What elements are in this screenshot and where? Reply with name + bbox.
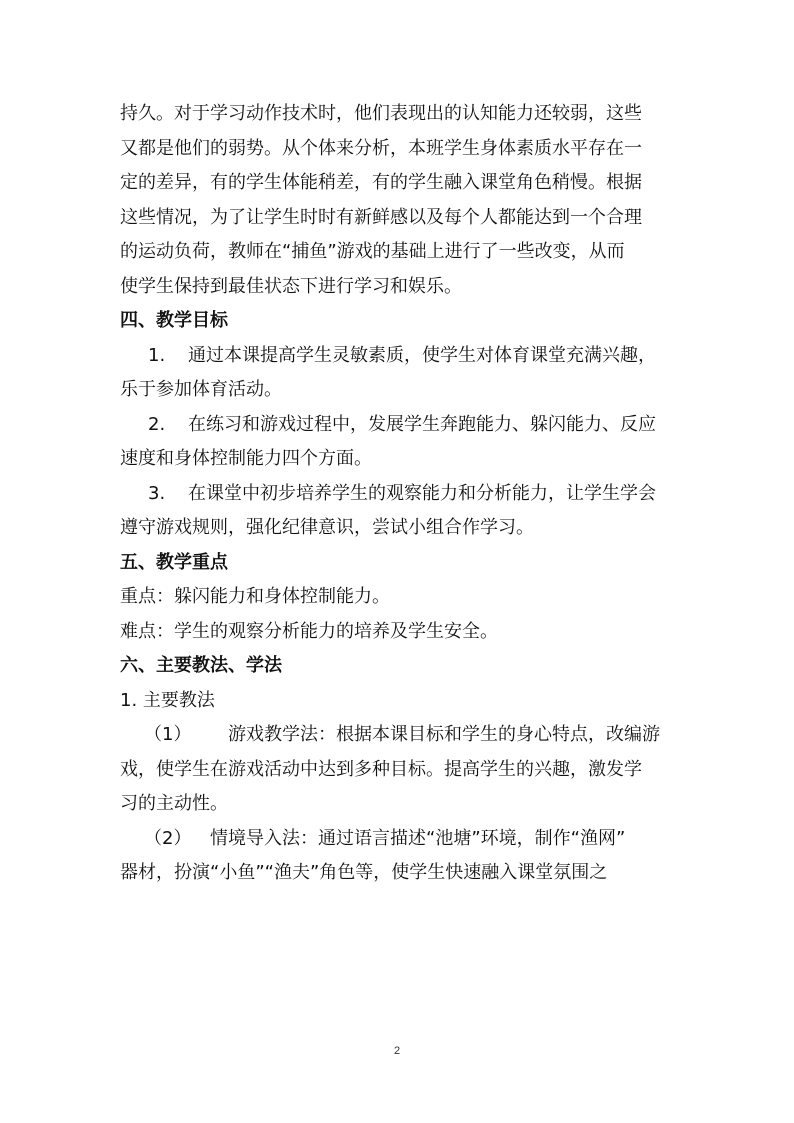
difficulty-text: 难点：学生的观察分析能力的培养及学生安全。 <box>120 620 498 642</box>
goal-1-line-1 <box>120 339 680 374</box>
intro-line-5: 的运动负荷，教师在“捕鱼”游戏的基础上进行了一些改变，从而 <box>120 241 625 262</box>
intro-line-4: 这些情况，为了让学生时时有新鲜感以及每个人都能达到一个合理 <box>120 206 642 228</box>
sub-heading-teaching-methods: 1. 主要教法 <box>120 689 215 711</box>
method-1-line-3: 习的主动性。 <box>120 793 228 814</box>
goal-text: 在练习和游戏过程中，发展学生奔跑能力、躲闪能力、反应 <box>188 413 656 435</box>
goal-number: 2. <box>148 413 166 435</box>
method-number: （1） <box>144 724 192 745</box>
goal-1-line-2: 乐于参加体育活动。 <box>120 379 282 400</box>
section-heading-methods: 六、主要教法、学法 <box>120 655 282 676</box>
goal-number: 1. <box>148 344 166 366</box>
method-number: （2） <box>144 827 192 849</box>
intro-line-2: 又都是他们的弱势。从个体来分析，本班学生身体素质水平存在一 <box>120 137 642 159</box>
intro-line-6: 使学生保持到最佳状态下进行学习和娱乐。 <box>120 275 462 297</box>
method-1-line-2: 戏，使学生在游戏活动中达到多种目标。提高学生的兴趣，激发学 <box>120 758 642 780</box>
section-heading-teaching-goals: 四、教学目标 <box>120 310 228 331</box>
goal-2-line-2: 速度和身体控制能力四个方面。 <box>120 448 372 469</box>
goal-2-line-1 <box>120 408 680 443</box>
goal-text: 通过本课提高学生灵敏素质，使学生对体育课堂充满兴趣， <box>188 344 656 366</box>
method-text: 游戏教学法：根据本课目标和学生的身心特点，改编游 <box>228 724 660 745</box>
intro-line-1: 持久。对于学习动作技术时，他们表现出的认知能力还较弱，这些 <box>120 103 642 124</box>
intro-line-3: 定的差异，有的学生体能稍差，有的学生融入课堂角色稍慢。根据 <box>120 172 642 193</box>
document-body <box>120 97 680 891</box>
key-point-text: 重点：躲闪能力和身体控制能力。 <box>120 586 390 607</box>
method-text: 情境导入法：通过语言描述“池塘”环境，制作“渔网” <box>210 827 626 849</box>
method-2-line-2: 器材，扮演“小鱼”“渔夫”角色等，使学生快速融入课堂氛围之 <box>120 862 608 883</box>
goal-3-line-2: 遵守游戏规则，强化纪律意识，尝试小组合作学习。 <box>120 517 534 538</box>
goal-3-line-1 <box>120 477 680 512</box>
goal-number: 3. <box>148 482 166 504</box>
goal-text: 在课堂中初步培养学生的观察能力和分析能力，让学生学会 <box>188 482 656 504</box>
method-1-line-1 <box>120 718 680 753</box>
page-number: 2 <box>393 1045 401 1057</box>
method-2-line-1 <box>120 822 680 857</box>
section-heading-key-points: 五、教学重点 <box>120 551 228 573</box>
